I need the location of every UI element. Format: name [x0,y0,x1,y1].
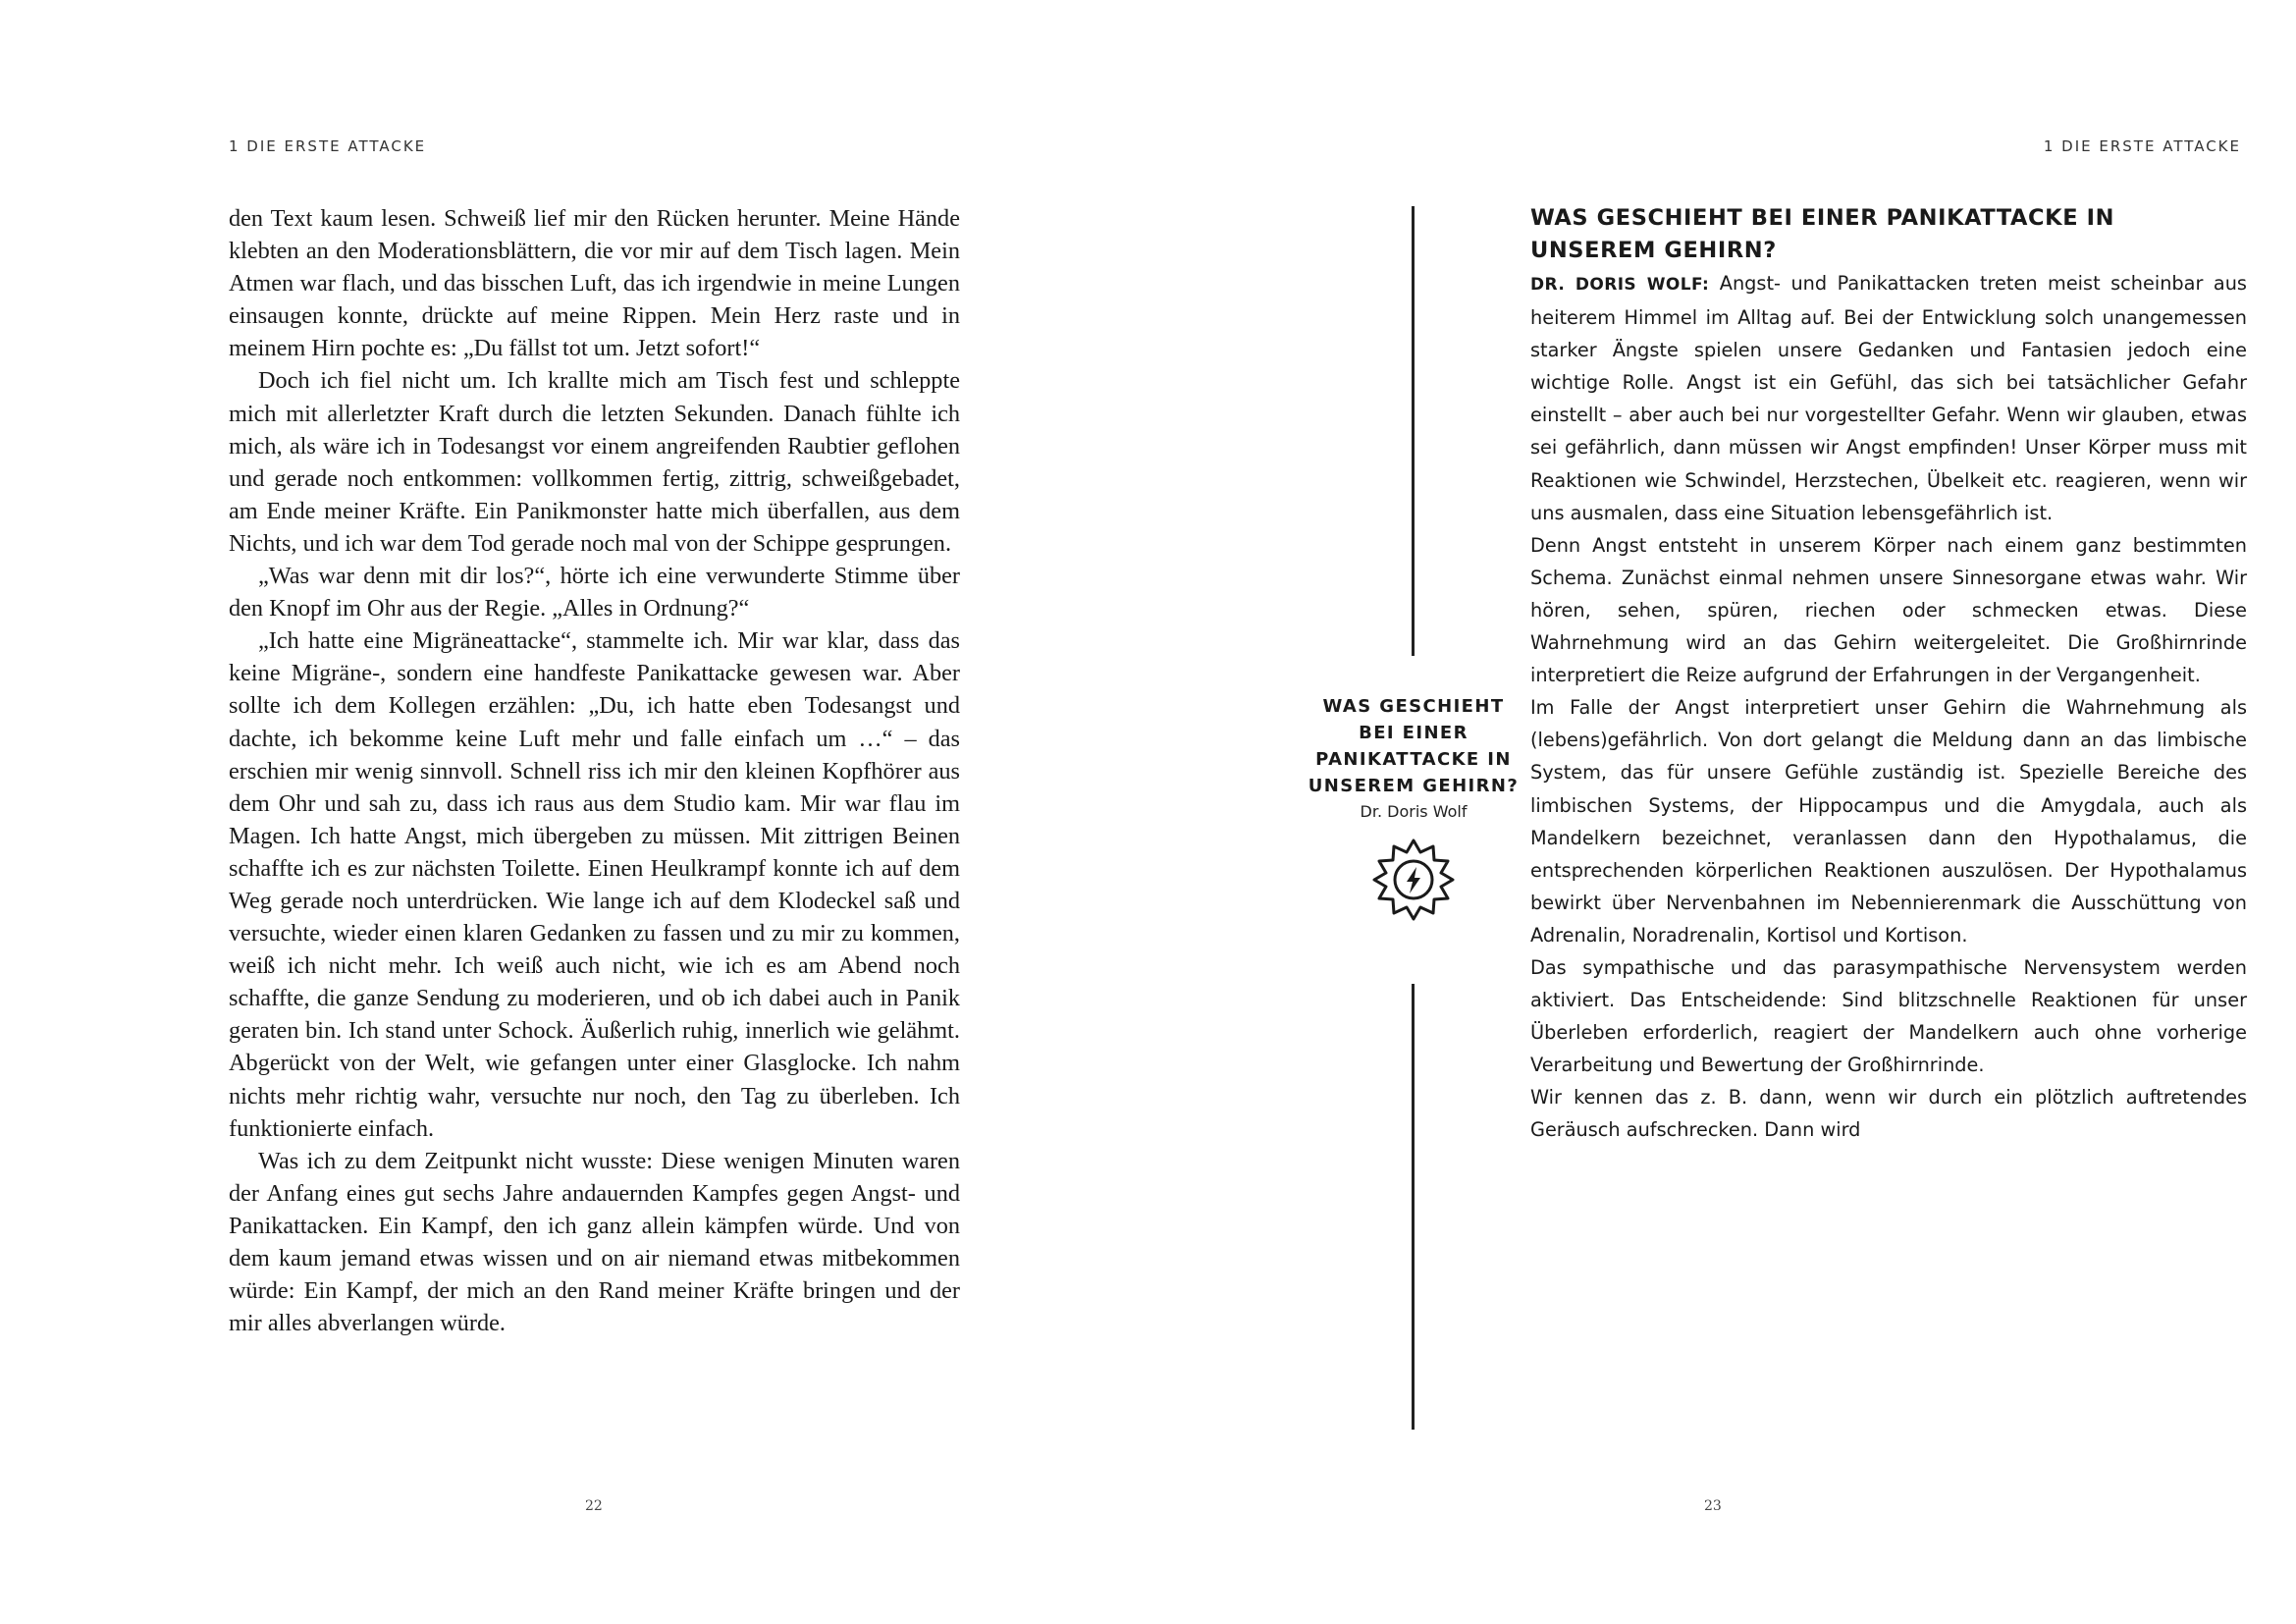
interview-text [1530,202,2247,1147]
paragraph-3: „Was war denn mit dir los?“, hörte ich eine verwunderte Stimme über den Knopf im Ohr aus der Regie. „Alles in Ordnung?“ [229,563,960,623]
section-heading: WAS GESCHIEHT BEI EINER PANIKATTACKE IN UNSEREM GEHIRN? [1530,205,2114,263]
interview-paragraph-4: Das sympathische und das parasympathische Nervensystem werden aktiviert. Das Entscheidende: Sind blitzschnelle Reaktionen für unser Überleben erforderlich, reagiert der Mandelkern auch ohne vorherige Verarbeitung und Bewertung der Großhirnrinde. [1530,955,2247,1077]
running-head-right: 1 DIE ERSTE ATTACKE [2043,137,2241,155]
paragraph-4: „Ich hatte eine Migräneattacke“, stammelte ich. Mir war klar, dass das keine Migräne-, sondern eine handfeste Panikattacke gewesen war. Aber sollte ich dem Kollegen erzählen: „Du, ich hatte eben Todesangst und dachte, ich bekomme keine Luft mehr und falle einfach um …“ – das erschien mir wenig sinnvoll. Schnell riss ich mir den kleinen Kopfhörer aus dem Ohr und sah zu, dass ich raus aus dem Studio kam. Mir war flau im Magen. Ich hatte Angst, mich übergeben zu müssen. Mit zittrigen Beinen schaffte ich es zur nächsten Toilette. Einen Heulkrampf konnte ich auf dem Weg gerade noch unterdrücken. Wie lange ich auf dem Klodeckel saß und versuchte, wieder einen klaren Gedanken zu fassen und zu mir zu kommen, weiß ich nicht mehr. Ich weiß auch nicht, wie ich es am Abend noch schaffte, die ganze Sendung zu moderieren, und ob ich dabei auch in Panik geraten bin. Ich stand unter Schock. Äußerlich ruhig, innerlich wie gelähmt. Abgerückt von der Welt, wie gefangen unter einer Glasglocke. Ich nahm nichts mehr richtig wahr, versuchte nur noch, den Tag zu überleben. Ich funktionierte einfach. [229,627,960,1142]
sidebar-box [1306,693,1522,921]
paragraph-2: Doch ich fiel nicht um. Ich krallte mich am Tisch fest und schleppte mich mit allerletzter Kraft durch die letzten Sekunden. Danach fühlte ich mich, als wäre ich in Todesangst vor einem angreifenden Raubtier geflohen und gerade noch entkommen: vollkommen fertig, zittrig, schweißgebadet, am Ende meiner Kräfte. Ein Panikmonster hatte mich überfallen, aus dem Nichts, und ich war dem Tod gerade noch mal von der Schippe gesprungen. [229,367,960,557]
lightning-bolt-emblem-icon [1372,839,1455,921]
sidebar-author: Dr. Doris Wolf [1360,802,1468,821]
right-page [1148,0,2296,1624]
paragraph-5: Was ich zu dem Zeitpunkt nicht wusste: Diese wenigen Minuten waren der Anfang eines gut sechs Jahre andauernden Kampfes gegen Angst- und Panikattacken. Ein Kampf, den ich ganz allein kämpfen würde. Und von dem kaum jemand etwas wissen und on air niemand etwas mitbekommen würde: Ein Kampf, der mich an den Rand meiner Kräfte bringen und der mir alles abverlangen würde. [229,1147,960,1337]
interview-paragraph-1 [1530,267,2247,529]
interview-paragraph-2: Denn Angst entsteht in unserem Körper nach einem ganz bestimmten Schema. Zunächst einmal nehmen unsere Sinnesorgane etwas wahr. Wir hören, sehen, spüren, riechen oder schmecken etwas. Diese Wahrnehmung wird an das Gehirn weitergeleitet. Die Großhirnrinde interpretiert die Reize aufgrund der Erfahrungen in der Vergangenheit. [1530,533,2247,687]
memoir-text [229,202,960,1339]
speaker-label: DR. DORIS WOLF: [1530,275,1710,295]
paragraph-1: den Text kaum lesen. Schweiß lief mir den Rücken herunter. Meine Hände klebten an den Moderationsblättern, die vor mir auf dem Tisch lagen. Mein Atmen war flach, und das bisschen Luft, das ich irgendwie in meine Lungen einsaugen konnte, drückte auf meine Rippen. Mein Herz raste und in meinem Hirn pochte es: „Du fällst tot um. Jetzt sofort!“ [229,205,960,362]
vertical-rule-top [1412,206,1415,656]
interview-paragraph-1-text: Angst- und Panikattacken treten meist scheinbar aus heiterem Himmel im Alltag auf. Bei der Entwicklung solch unangemessen starker Ängste spielen unsere Gedanken und Fantasien jedoch eine wichtige Rolle. Angst ist ein Gefühl, das sich bei tatsächlicher Gefahr einstellt – aber auch bei nur vorgestellter Gefahr. Wenn wir glauben, etwas sei gefährlich, dann müssen wir Angst empfinden! Unser Körper muss mit Reaktionen wie Schwindel, Herzstechen, Übelkeit etc. reagieren, wenn wir uns ausmalen, dass eine Situation lebensgefährlich ist. [1530,272,2247,524]
page-number-left: 22 [585,1498,603,1514]
interview-paragraph-3: Im Falle der Angst interpretiert unser Gehirn die Wahrnehmung als (lebens)gefährlich. Von dort gelangt die Meldung dann an das limbische System, das für unsere Gefühle zuständig ist. Spezielle Bereiche des limbischen Systems, der Hippocampus und die Amygdala, auch als Mandelkern bezeichnet, veranlassen dann den Hypothalamus, die entsprechenden körperlichen Reaktionen auszulösen. Der Hypothalamus bewirkt über Nervenbahnen im Nebennierenmark die Ausschüttung von Adrenalin, Noradrenalin, Kortisol und Kortison. [1530,696,2247,947]
running-head-left: 1 DIE ERSTE ATTACKE [229,137,427,155]
vertical-rule-bottom [1412,984,1415,1430]
interview-paragraph-5: Wir kennen das z. B. dann, wenn wir durch ein plötzlich auftretendes Geräusch aufschrecken. Dann wird [1530,1086,2247,1142]
sidebar-title: WAS GESCHIEHT BEI EINER PANIKATTACKE IN UNSEREM GEHIRN? [1308,696,1520,796]
page-number-right: 23 [1704,1498,1722,1514]
